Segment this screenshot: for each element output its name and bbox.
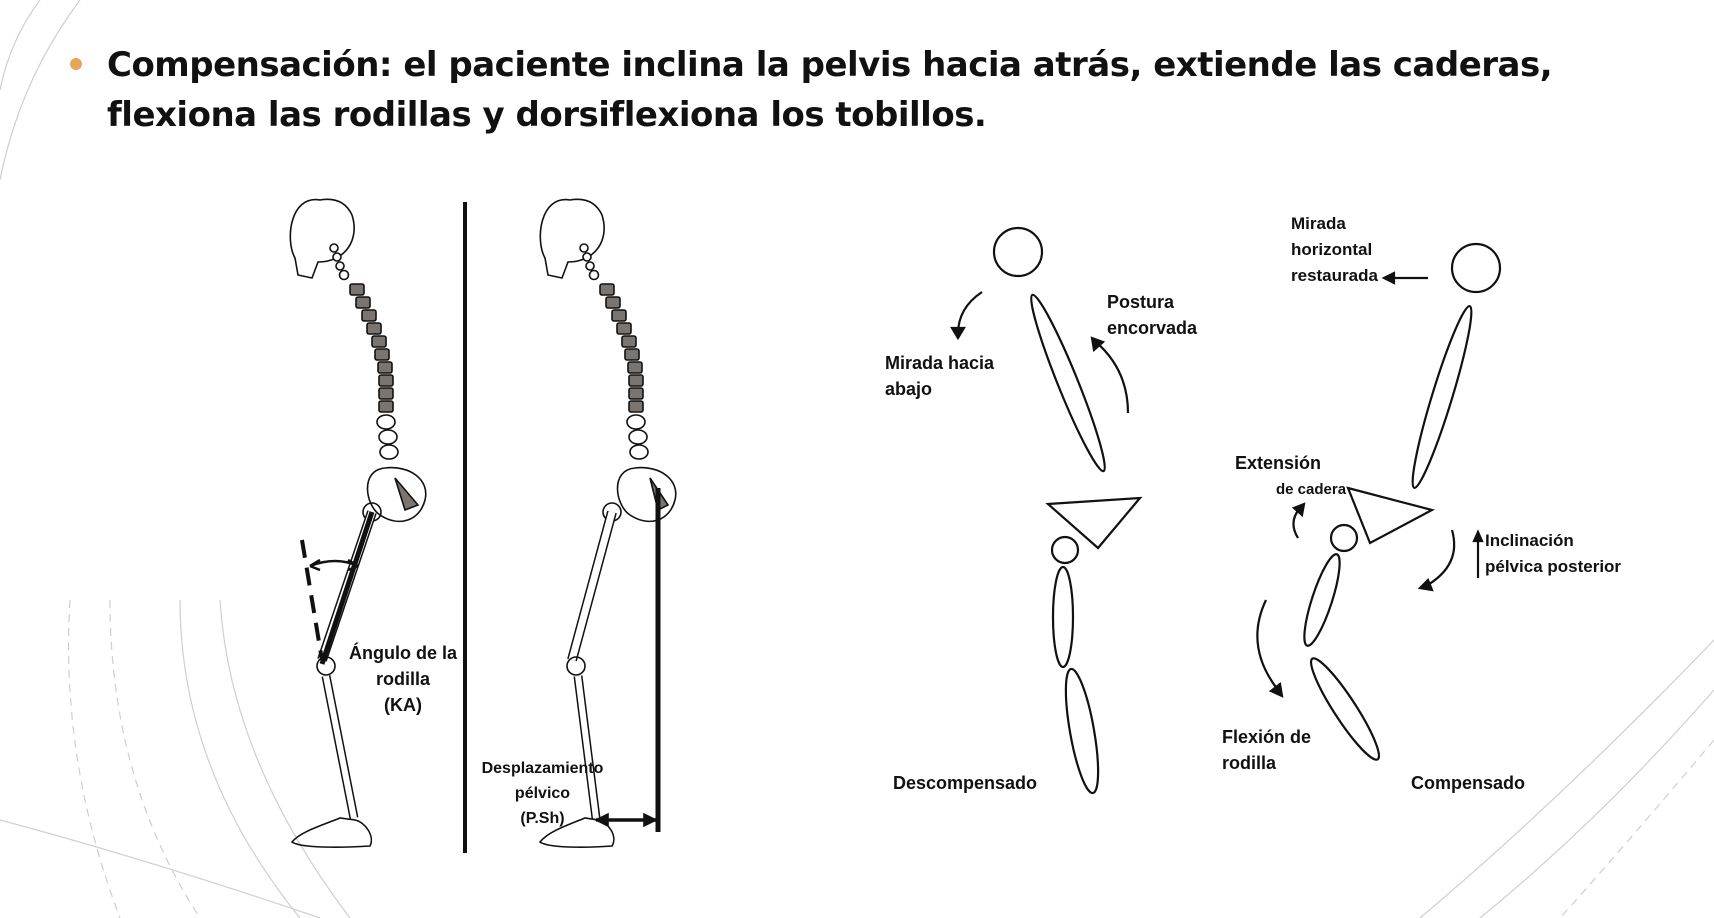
pelvic-shift-label: Desplazamiento pélvico (P.Sh) — [481, 760, 604, 827]
compensated-caption: Compensado — [1411, 773, 1526, 793]
bullet-text: Compensación: el paciente inclina la pelvis hacia atrás, extiende las caderas, flexiona las rodillas y dorsiflexiona los tobillos. — [107, 45, 1553, 135]
posterior-pelvic-tilt-label: Inclinación pélvica posterior — [1485, 531, 1622, 576]
hunched-posture-label: Postura encorvada — [1107, 292, 1198, 338]
skeleton-compensated-drawing — [540, 199, 676, 847]
knee-flexion-label: Flexión de rodilla — [1222, 727, 1312, 773]
hip-extension-label: Extensión — [1235, 453, 1322, 473]
compensated-stick-figure — [1257, 244, 1500, 765]
gaze-down-label: Mirada hacia abajo — [885, 353, 995, 399]
skeleton-decompensated-drawing — [290, 199, 425, 847]
decompensated-caption: Descompensado — [893, 773, 1038, 793]
hip-extension-label-2: de cadera — [1276, 481, 1347, 498]
horizontal-gaze-label: Mirada horizontal restaurada — [1291, 214, 1378, 285]
knee-angle-label: Ángulo de la rodilla (KA) — [349, 643, 457, 715]
